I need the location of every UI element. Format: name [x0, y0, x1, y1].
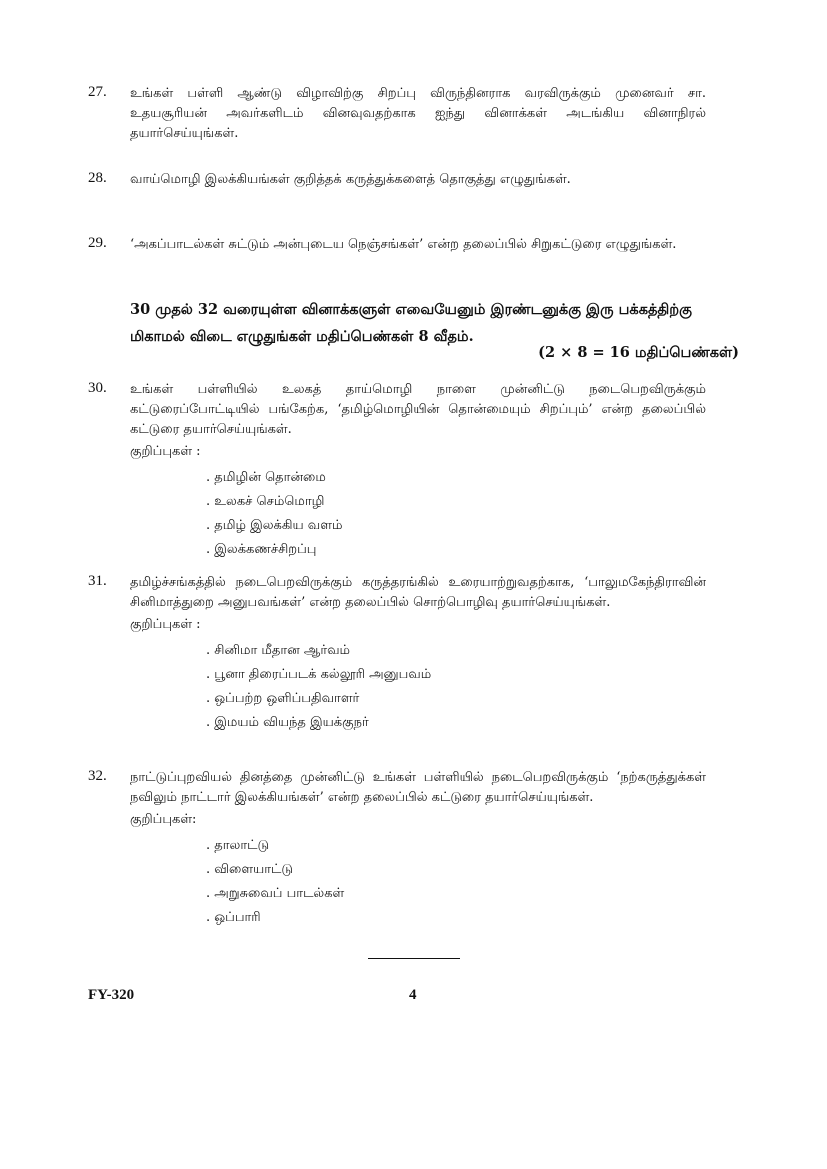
- list-item: . இமயம் வியந்த இயக்குநர்: [206, 711, 706, 735]
- notes-list: [130, 466, 706, 562]
- question-text: ‘அகப்பாடல்கள் சுட்டும் அன்புடைய நெஞ்சங்கள்’ என்ற தலைப்பில் சிறுகட்டுரை எழுதுங்கள்.: [130, 237, 677, 252]
- page-number: 4: [409, 987, 417, 1003]
- notes-label: குறிப்புகள் :: [130, 617, 201, 632]
- notes-list: [130, 834, 706, 930]
- list-item: . விளையாட்டு: [206, 858, 706, 882]
- list-item: . பூனா திரைப்படக் கல்லூரி அனுபவம்: [206, 663, 706, 687]
- notes-list: [130, 639, 706, 735]
- list-item: . அறுசுவைப் பாடல்கள்: [206, 882, 706, 906]
- question-text: உங்கள் பள்ளியில் உலகத் தாய்மொழி நாளை முன்னிட்டு நடைபெறவிருக்கும் கட்டுரைப்போட்டியில் பங்கேற்க, ‘தமிழ்மொழியின் தொன்மையும் சிறப்பும்’ என்ற தலைப்பில் கட்டுரை தயார்செய்யுங்கள்.: [130, 382, 706, 437]
- question-number: 27.: [88, 84, 107, 100]
- list-item: . ஒப்பற்ற ஒளிப்பதிவாளர்: [206, 687, 706, 711]
- question-body: [130, 380, 706, 562]
- question-text: நாட்டுப்புறவியல் தினத்தை முன்னிட்டு உங்கள் பள்ளியில் நடைபெறவிருக்கும் ‘நற்கருத்துக்கள் நவிலும் நாட்டார் இலக்கியங்கள்’ என்ற தலைப்பில் கட்டுரை தயார்செய்யுங்கள்.: [130, 770, 706, 805]
- marks-allocation: (2 × 8 = 16 மதிப்பெண்கள்): [538, 344, 739, 361]
- notes-label: குறிப்புகள் :: [130, 444, 201, 459]
- notes-label: குறிப்புகள்:: [130, 812, 197, 827]
- question-number: 30.: [88, 380, 107, 396]
- question-body: [130, 768, 706, 930]
- list-item: . ஒப்பாரி: [206, 906, 706, 930]
- list-item: . தாலாட்டு: [206, 834, 706, 858]
- end-divider: [368, 958, 460, 959]
- list-item: . தமிழ் இலக்கிய வளம்: [206, 514, 706, 538]
- list-item: . தமிழின் தொன்மை: [206, 466, 706, 490]
- question-text: தமிழ்ச்சங்கத்தில் நடைபெறவிருக்கும் கருத்தரங்கில் உரையாற்றுவதற்காக, ‘பாலுமகேந்திராவின் சினிமாத்துறை அனுபவங்கள்’ என்ற தலைப்பில் சொற்பொழிவு தயார்செய்யுங்கள்.: [130, 575, 706, 610]
- question-number: 32.: [88, 768, 107, 784]
- question-number: 28.: [88, 170, 107, 186]
- section-instruction: 30 முதல் 32 வரையுள்ள வினாக்களுள் எவையேனும் இரண்டனுக்கு இரு பக்கத்திற்கு மிகாமல் விடை எழுதுங்கள் மதிப்பெண்கள் 8 வீதம்.: [130, 301, 692, 345]
- question-number: 31.: [88, 573, 107, 589]
- paper-code: FY-320: [88, 987, 135, 1003]
- list-item: . உலகச் செம்மொழி: [206, 490, 706, 514]
- question-number: 29.: [88, 235, 107, 251]
- question-text: வாய்மொழி இலக்கியங்கள் குறித்தக் கருத்துக்களைத் தொகுத்து எழுதுங்கள்.: [130, 172, 571, 187]
- question-body: [130, 573, 706, 735]
- list-item: . சினிமா மீதான ஆர்வம்: [206, 639, 706, 663]
- list-item: . இலக்கணச்சிறப்பு: [206, 538, 706, 562]
- question-text: உங்கள் பள்ளி ஆண்டு விழாவிற்கு சிறப்பு விருந்தினராக வரவிருக்கும் முனைவர் சா. உதயசூரியன் அவர்களிடம் வினவுவதற்காக ஐந்து வினாக்கள் அடங்கிய வினாநிரல் தயார்செய்யுங்கள்.: [130, 86, 706, 141]
